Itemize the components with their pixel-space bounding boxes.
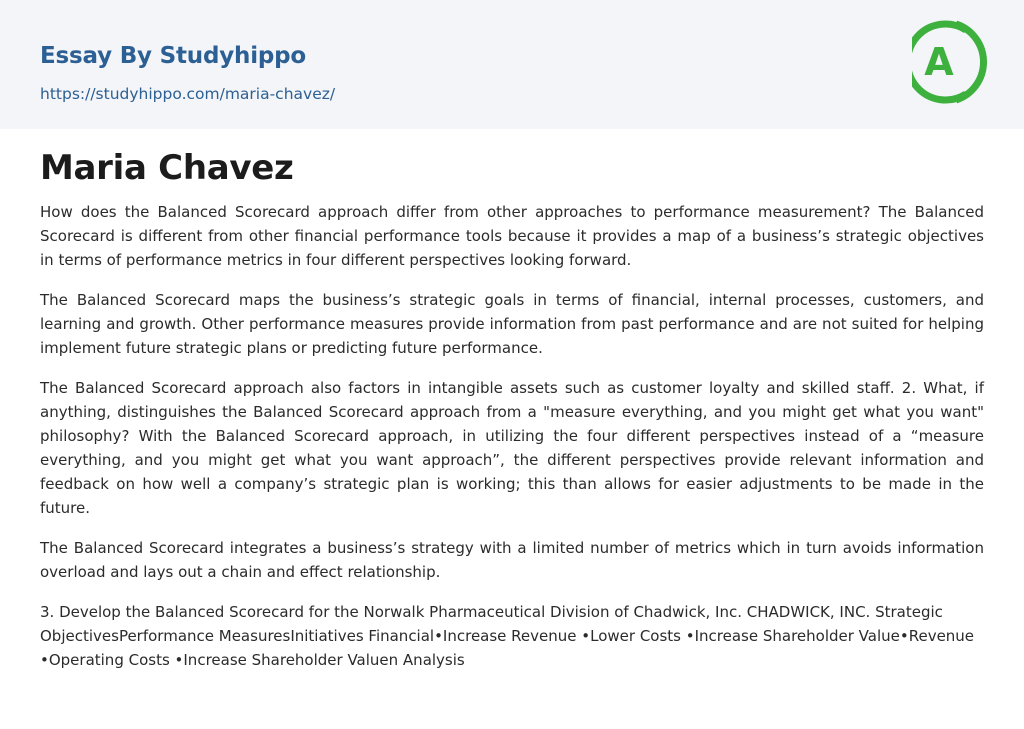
essay-title: Maria Chavez [40,148,294,188]
site-header [0,0,1024,129]
essay-paragraph: The Balanced Scorecard approach also factors in intangible assets such as customer loyalty and skilled staff. 2. What, if anything, distinguishes the Balanced Scorecard approach from a "measure everything, and you might get what you want" philosophy? With the Balanced Scorecard approach, in utilizing the four different perspectives instead of a “measure everything, and you might get what you want approach”, the different perspectives provide relevant information and feedback on how well a company’s strategic plan is working; this than allows for easier adjustments to be made in the future. [40,379,984,517]
essay-paragraph: The Balanced Scorecard maps the business’s strategic goals in terms of financial, internal processes, customers, and learning and growth. Other performance measures provide information from past performance and are not suited for helping implement future strategic plans or predicting future performance. [40,291,984,357]
essay-paragraph: 3. Develop the Balanced Scorecard for the Norwalk Pharmaceutical Division of Chadwick, Inc. CHADWICK, INC. Strategic ObjectivesPerformance MeasuresInitiatives Financial•Increase Revenue •Lower Costs •Increase Shareholder Value•Revenue •Operating Costs •Increase Shareholder Valuen Analysis [40,603,975,669]
essay-body [40,200,984,688]
studyhippo-logo-icon[interactable] [912,19,988,105]
essay-paragraph: The Balanced Scorecard integrates a business’s strategy with a limited number of metrics which in turn avoids information overload and lays out a chain and effect relationship. [40,539,984,581]
site-brand[interactable]: Essay By Studyhippo [40,43,307,69]
logo-letter: A [924,40,954,84]
essay-paragraph: How does the Balanced Scorecard approach differ from other approaches to performance measurement? The Balanced Scorecard is different from other financial performance tools because it provides a map of a business’s strategic objectives in terms of performance metrics in four different perspectives looking forward. [40,203,984,269]
essay-url-link[interactable]: https://studyhippo.com/maria-chavez/ [40,85,336,103]
